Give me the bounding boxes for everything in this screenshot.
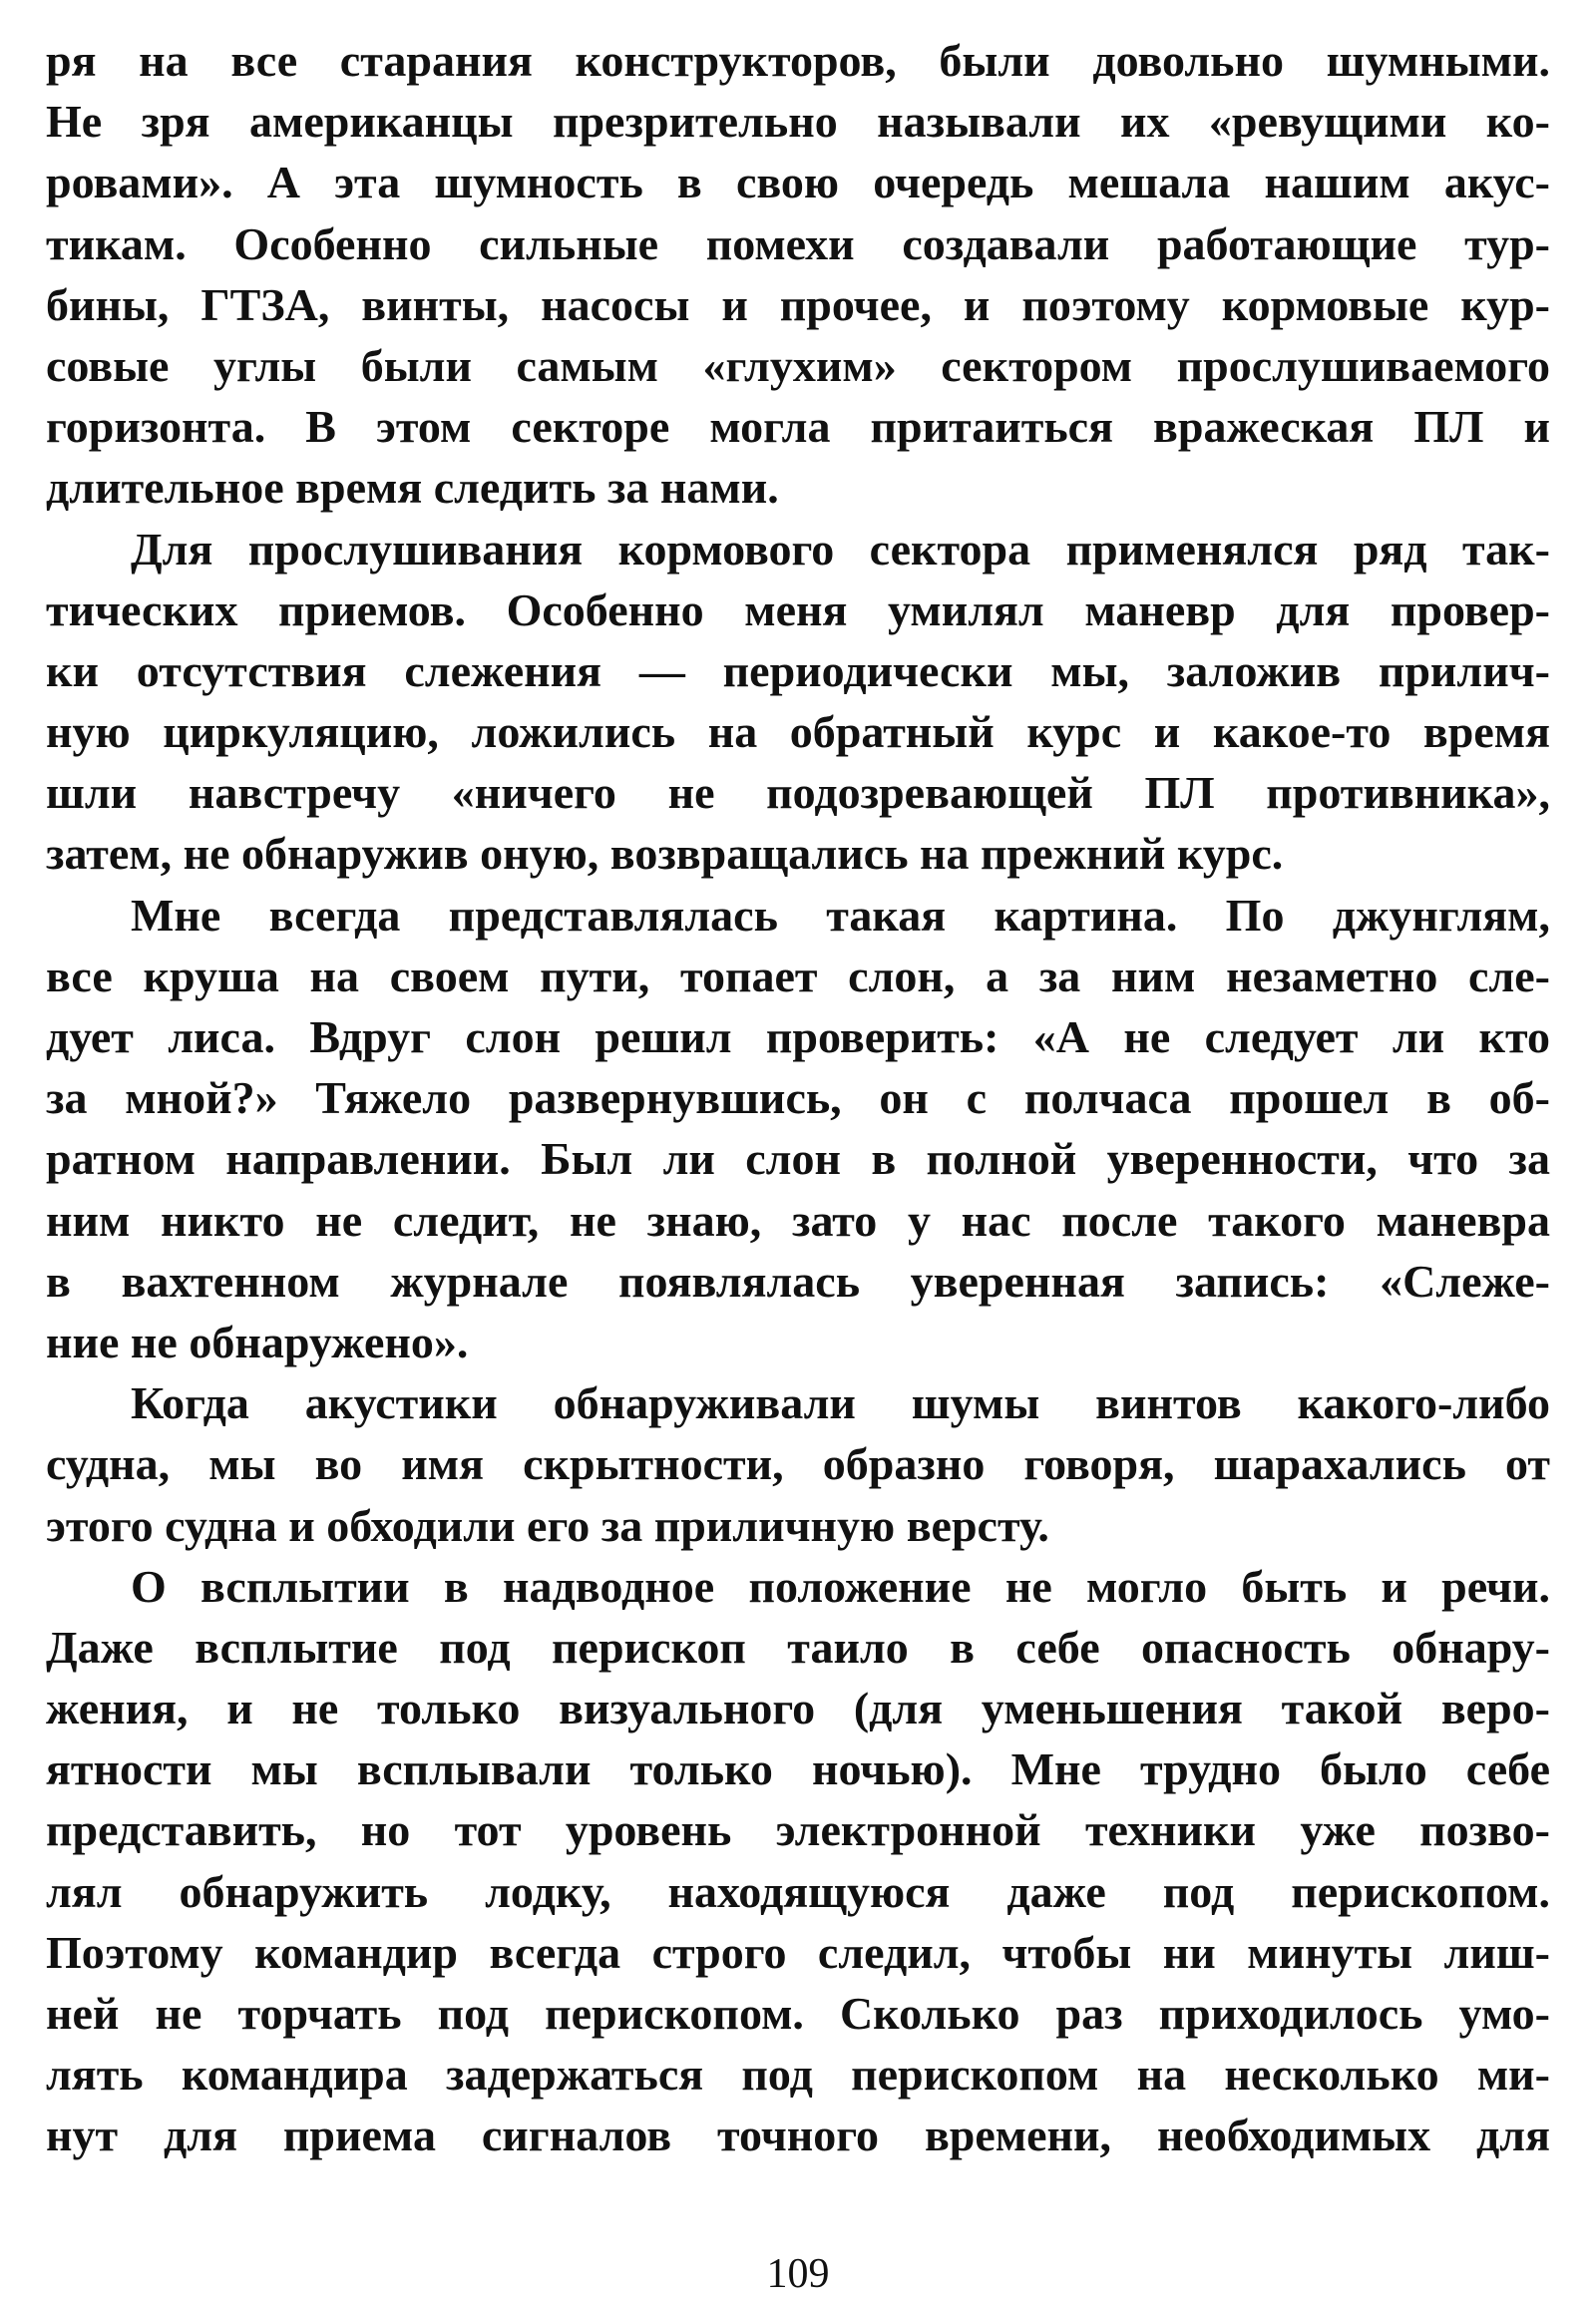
text-line: Даже всплытие под перископ таило в себе опасность обнару- bbox=[46, 1621, 1550, 1673]
text-line: Когда акустики обнаруживали шумы винтов какого-либо bbox=[131, 1377, 1550, 1429]
paragraph bbox=[46, 30, 1550, 519]
text-line: шли навстречу «ничего не подозревающей ПЛ противника», bbox=[46, 767, 1550, 819]
text-line: этого судна и обходили его за приличную версту. bbox=[46, 1499, 1049, 1551]
paragraph bbox=[46, 1556, 1550, 2166]
page-number: 109 bbox=[766, 2251, 830, 2297]
text-line: лял обнаружить лодку, находящуюся даже под перископом. bbox=[46, 1865, 1550, 1917]
text-line: тикам. Особенно сильные помехи создавали работающие тур- bbox=[46, 217, 1550, 269]
text-line: за мной?» Тяжело развернувшись, он с полчаса прошел в об- bbox=[46, 1072, 1550, 1124]
text-line: затем, не обнаружив оную, возвращались на прежний курс. bbox=[46, 828, 1284, 880]
text-line: представить, но тот уровень электронной техники уже позво- bbox=[46, 1804, 1550, 1856]
text-line: все круша на своем пути, топает слон, а за ним незаметно сле- bbox=[46, 950, 1550, 1001]
paragraph bbox=[46, 885, 1550, 1373]
text-line: лять командира задержаться под перископом на несколько ми- bbox=[46, 2049, 1550, 2101]
text-line: ним никто не следит, не знаю, зато у нас после такого маневра bbox=[46, 1194, 1550, 1246]
text-line: длительное время следить за нами. bbox=[46, 462, 779, 514]
paragraph bbox=[46, 1372, 1550, 1556]
text-line: Мне всегда представлялась такая картина. По джунглям, bbox=[131, 889, 1550, 941]
text-line: совые углы были самым «глухим» сектором прослушиваемого bbox=[46, 339, 1550, 391]
text-line: судна, мы во имя скрытности, образно говоря, шарахались от bbox=[46, 1438, 1550, 1490]
text-line: ратном направлении. Был ли слон в полной уверенности, что за bbox=[46, 1133, 1550, 1185]
text-line: жения, и не только визуального (для уменьшения такой веро- bbox=[46, 1683, 1550, 1734]
text-line: бины, ГТЗА, винты, насосы и прочее, и поэтому кормовые кур- bbox=[46, 278, 1550, 330]
text-line: Для прослушивания кормового сектора применялся ряд так- bbox=[131, 523, 1550, 575]
text-line: Не зря американцы презрительно называли их «ревущими ко- bbox=[46, 96, 1550, 148]
text-line: Поэтому командир всегда строго следил, чтобы ни минуты лиш- bbox=[46, 1926, 1550, 1978]
text-line: тических приемов. Особенно меня умилял маневр для провер- bbox=[46, 583, 1550, 635]
text-line: ятности мы всплывали только ночью). Мне трудно было себе bbox=[46, 1743, 1550, 1795]
paragraph bbox=[46, 519, 1550, 885]
text-line: О всплытии в надводное положение не могло быть и речи. bbox=[131, 1560, 1550, 1612]
text-line: ря на все старания конструкторов, были довольно шумными. bbox=[46, 35, 1550, 86]
text-line: ную циркуляцию, ложились на обратный курс и какое-то время bbox=[46, 706, 1550, 758]
text-line: нут для приема сигналов точного времени, необходимых для bbox=[46, 2110, 1550, 2161]
text-line: ки отсутствия слежения — периодически мы, заложив прилич- bbox=[46, 644, 1550, 696]
page-body-text bbox=[46, 30, 1550, 2166]
book-page bbox=[46, 30, 1550, 2297]
text-line: ней не торчать под перископом. Сколько раз приходилось умо- bbox=[46, 1988, 1550, 2039]
text-line: ние не обнаружено». bbox=[46, 1316, 469, 1367]
text-line: горизонта. В этом секторе могла притаиться вражеская ПЛ и bbox=[46, 401, 1550, 453]
text-line: в вахтенном журнале появлялась уверенная запись: «Слеже- bbox=[46, 1255, 1550, 1307]
text-line: дует лиса. Вдруг слон решил проверить: «А не следует ли кто bbox=[46, 1011, 1550, 1062]
text-line: ровами». А эта шумность в свою очередь мешала нашим акус- bbox=[46, 157, 1550, 208]
